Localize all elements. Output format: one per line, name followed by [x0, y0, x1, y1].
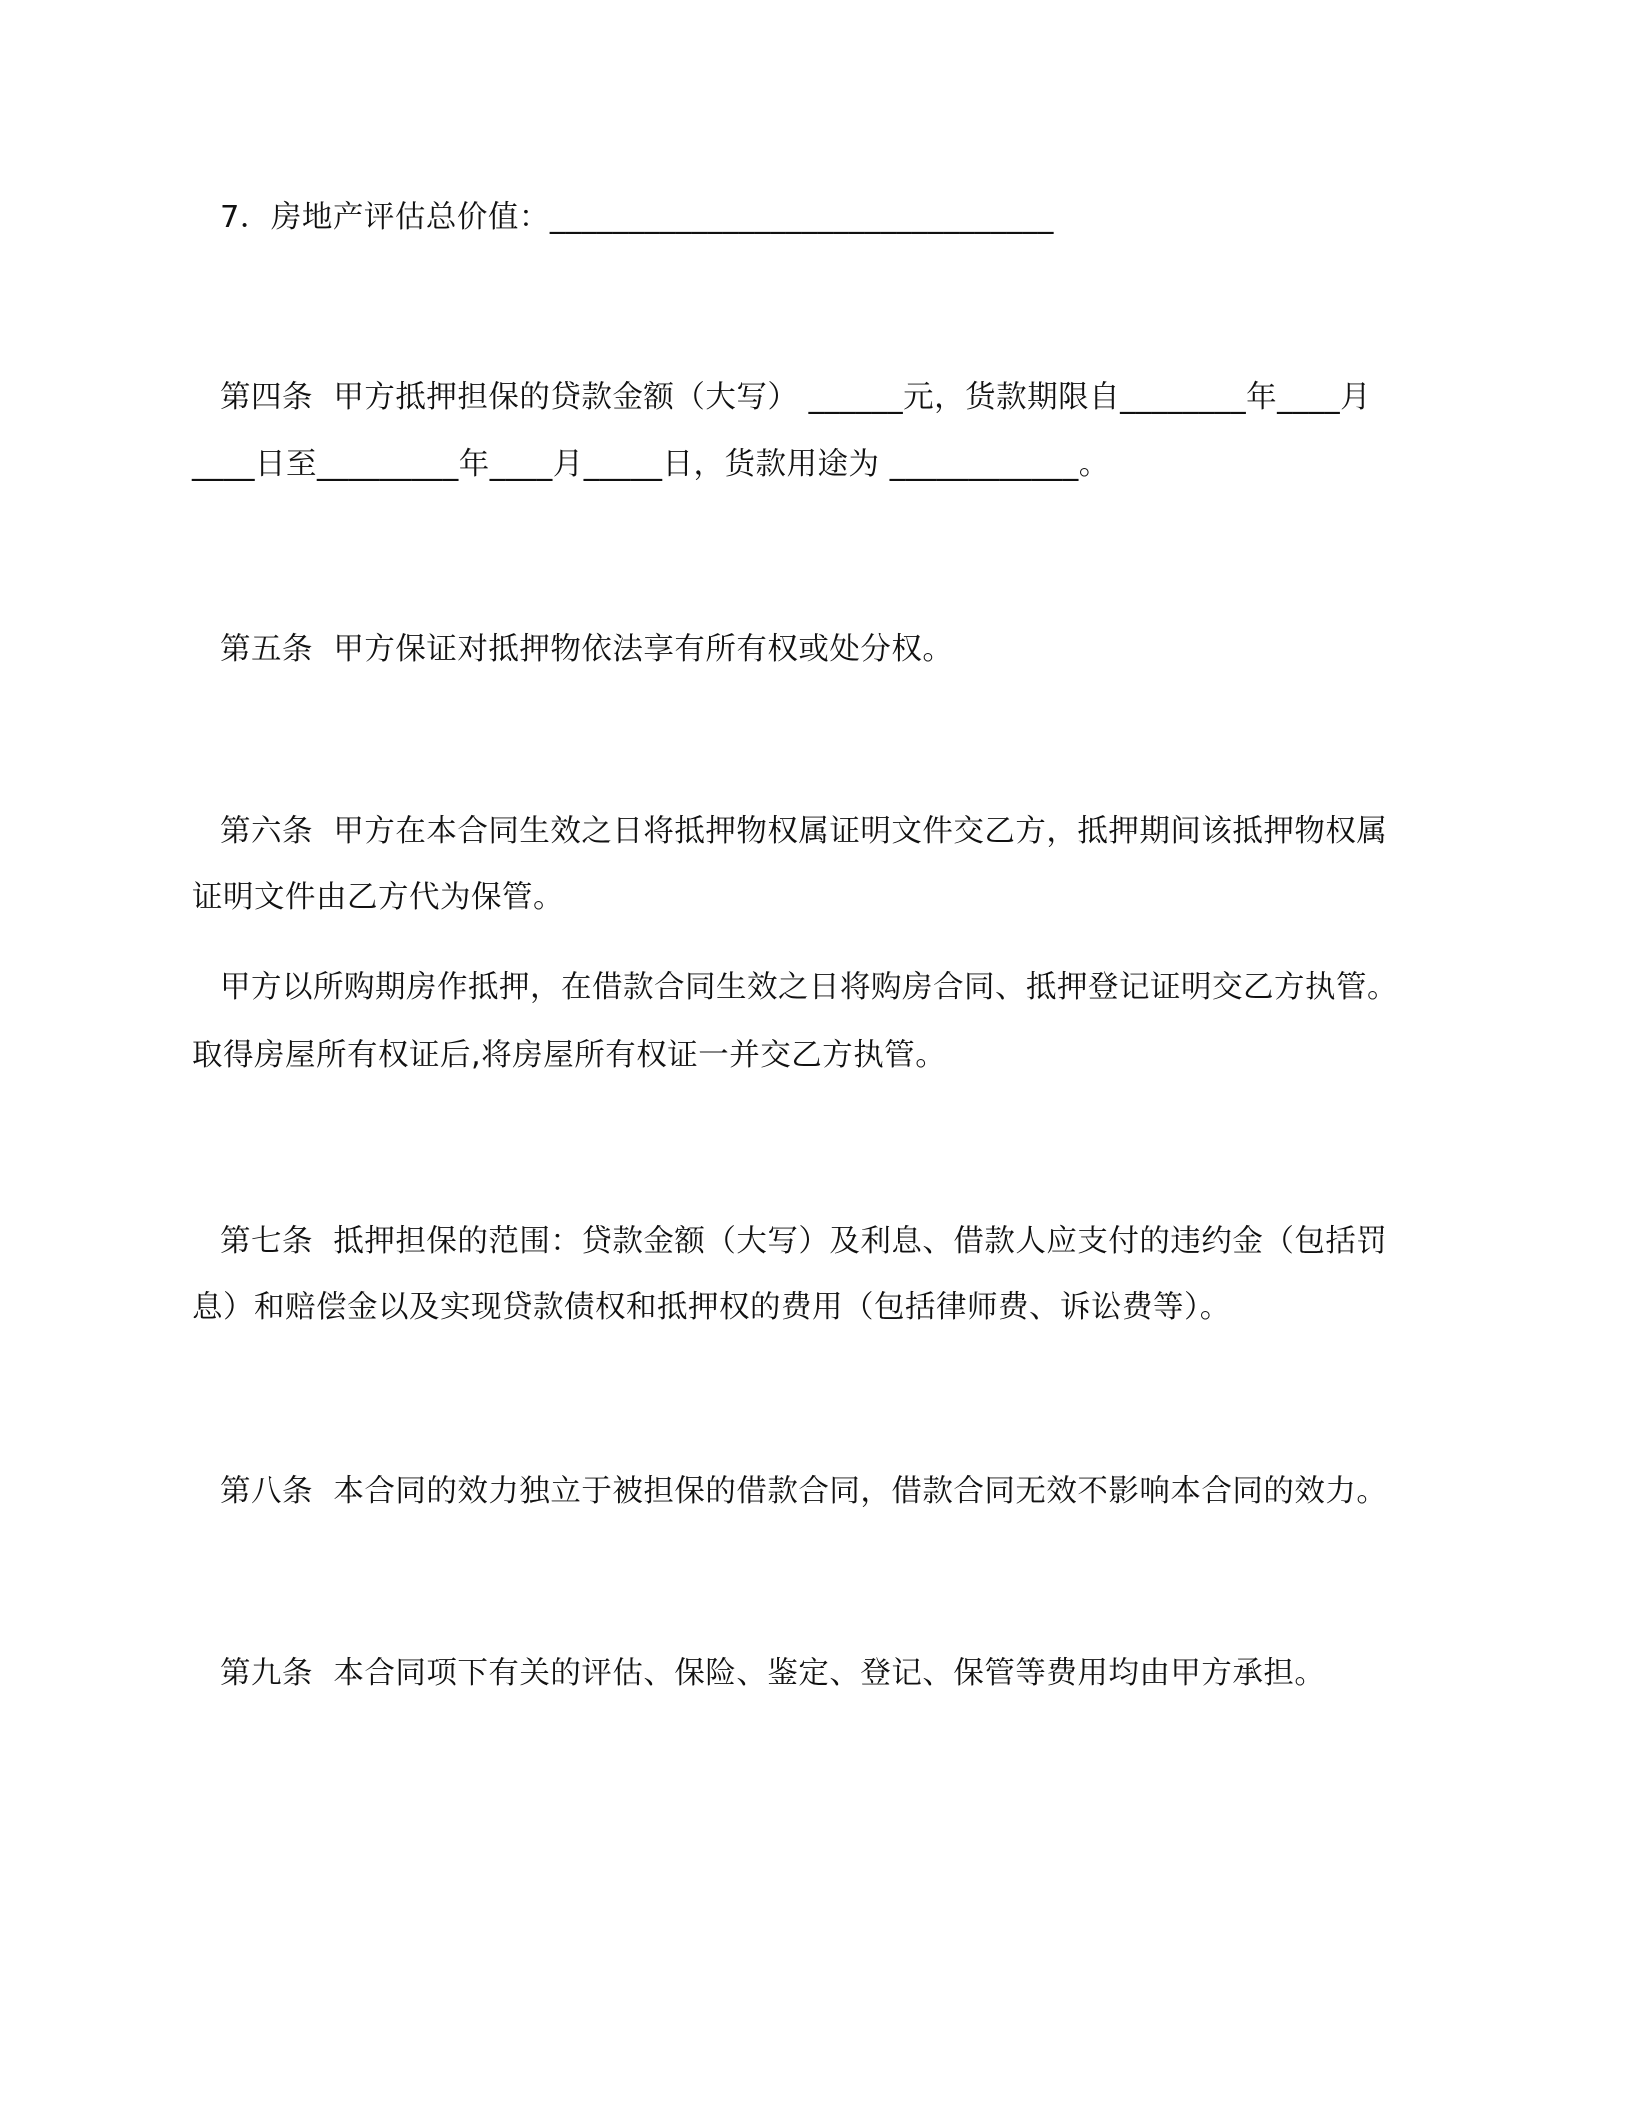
item-7-appraisal-value: 7．房地产评估总价值：________________________________ — [220, 200, 1054, 235]
article-6-line-3: 甲方以所购期房作抵押，在借款合同生效之日将购房合同、抵押登记证明交乙方执管。 — [220, 970, 1398, 1005]
article-6-line-2: 证明文件由乙方代为保管。 — [192, 880, 564, 915]
article-7-line-2: 息）和赔偿金以及实现贷款债权和抵押权的费用（包括律师费、诉讼费等）。 — [192, 1290, 1231, 1325]
article-4-line-1: 第四条 甲方抵押担保的贷款金额（大写） ______元，货款期限自________年____月 — [220, 380, 1372, 415]
article-5: 第五条 甲方保证对抵押物依法享有所有权或处分权。 — [220, 632, 954, 667]
article-7-line-1: 第七条 抵押担保的范围：贷款金额（大写）及利息、借款人应支付的违约金（包括罚 — [220, 1224, 1388, 1259]
article-6-line-4: 取得房屋所有权证后,将房屋所有权证一并交乙方执管。 — [192, 1038, 947, 1073]
article-9: 第九条 本合同项下有关的评估、保险、鉴定、登记、保管等费用均由甲方承担。 — [220, 1656, 1326, 1691]
article-8: 第八条 本合同的效力独立于被担保的借款合同，借款合同无效不影响本合同的效力。 — [220, 1474, 1388, 1509]
article-4-line-2: ____日至_________年____月_____日，货款用途为 ____________。 — [192, 447, 1110, 482]
article-6-line-1: 第六条 甲方在本合同生效之日将抵押物权属证明文件交乙方，抵押期间该抵押物权属 — [220, 814, 1388, 849]
